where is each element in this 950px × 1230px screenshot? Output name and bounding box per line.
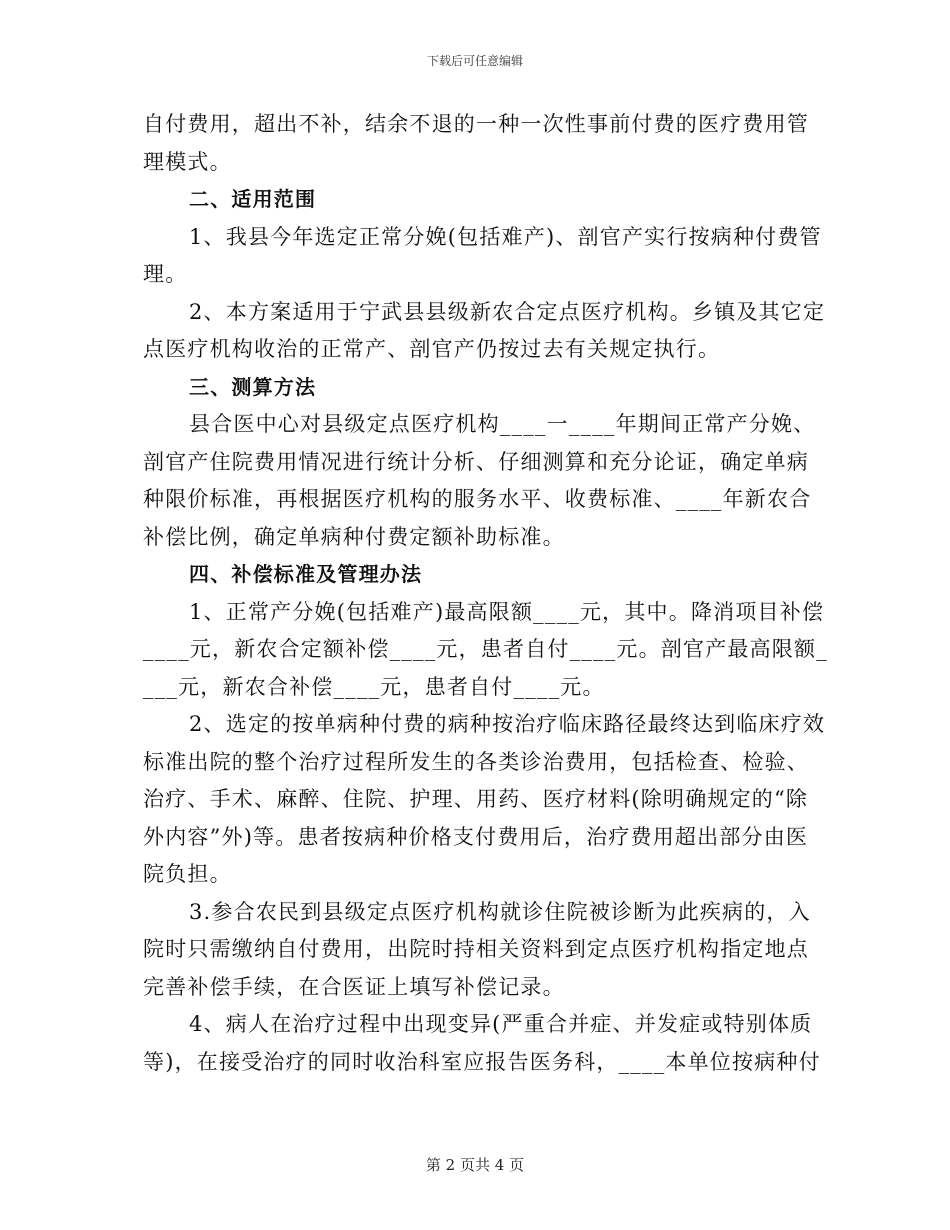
- text-line: 理模式。: [143, 149, 232, 174]
- section-heading: 四、补偿标准及管理办法: [189, 562, 423, 586]
- text-line: 2、选定的按单病种付费的病种按治疗临床路径最终达到临床疗效: [189, 712, 826, 736]
- text-line: 补偿比例，确定单病种付费定额补助标准。: [143, 524, 565, 549]
- text-line: ____元，新农合定额补偿____元，患者自付____元。剖官产最高限额_: [143, 637, 828, 661]
- text-line: 治疗、手术、麻醉、住院、护理、用药、医疗材料(除明确规定的“除: [143, 787, 809, 811]
- section-heading: 二、适用范围: [189, 187, 317, 211]
- text-line: 1、正常产分娩(包括难产)最高限额____元，其中。降消项目补偿: [189, 599, 825, 624]
- text-line: 完善补偿手续，在合医证上填写补偿记录。: [143, 974, 565, 999]
- page-footer: 第 2 页共 4 页: [425, 1156, 525, 1174]
- text-line: 1、我县今年选定正常分娩(包括难产)、剖官产实行按病种付费管: [189, 224, 822, 249]
- text-line: 院负担。: [143, 862, 232, 886]
- text-line: 等)，在接受治疗的同时收治科室应报告医务科，____本单位按病种付: [143, 1049, 821, 1074]
- text-line: 种限价标准，再根据医疗机构的服务水平、收费标准、____年新农合: [143, 487, 812, 511]
- text-line: 点医疗机构收治的正常产、剖官产仍按过去有关规定执行。: [143, 337, 721, 361]
- text-line: 4、病人在治疗过程中出现变异(严重合并症、并发症或特别体质: [189, 1012, 813, 1036]
- text-line: 理。: [143, 262, 188, 286]
- text-line: 剖官产住院费用情况进行统计分析、仔细测算和充分论证，确定单病: [143, 449, 809, 474]
- text-line: 县合医中心对县级定点医疗机构____一____年期间正常产分娩、: [189, 412, 816, 436]
- text-line: 2、本方案适用于宁武县县级新农合定点医疗机构。乡镇及其它定: [189, 299, 826, 324]
- section-heading: 三、测算方法: [189, 374, 317, 399]
- text-line: 标准出院的整个治疗过程所发生的各类诊治费用，包括检查、检验、: [143, 749, 809, 774]
- text-line: 外内容”外)等。患者按病种价格支付费用后，治疗费用超出部分由医: [143, 824, 809, 849]
- text-line: 院时只需缴纳自付费用，出院时持相关资料到定点医疗机构指定地点: [143, 937, 809, 961]
- page-header: 下载后可任意编辑: [426, 54, 523, 68]
- text-line: ___元，新农合补偿____元，患者自付____元。: [143, 674, 605, 699]
- text-line: 自付费用，超出不补，结余不退的一种一次性事前付费的医疗费用管: [143, 112, 809, 136]
- text-line: 3.参合农民到县级定点医疗机构就诊住院被诊断为此疾病的，入: [189, 899, 811, 924]
- document-body: [143, 106, 828, 1081]
